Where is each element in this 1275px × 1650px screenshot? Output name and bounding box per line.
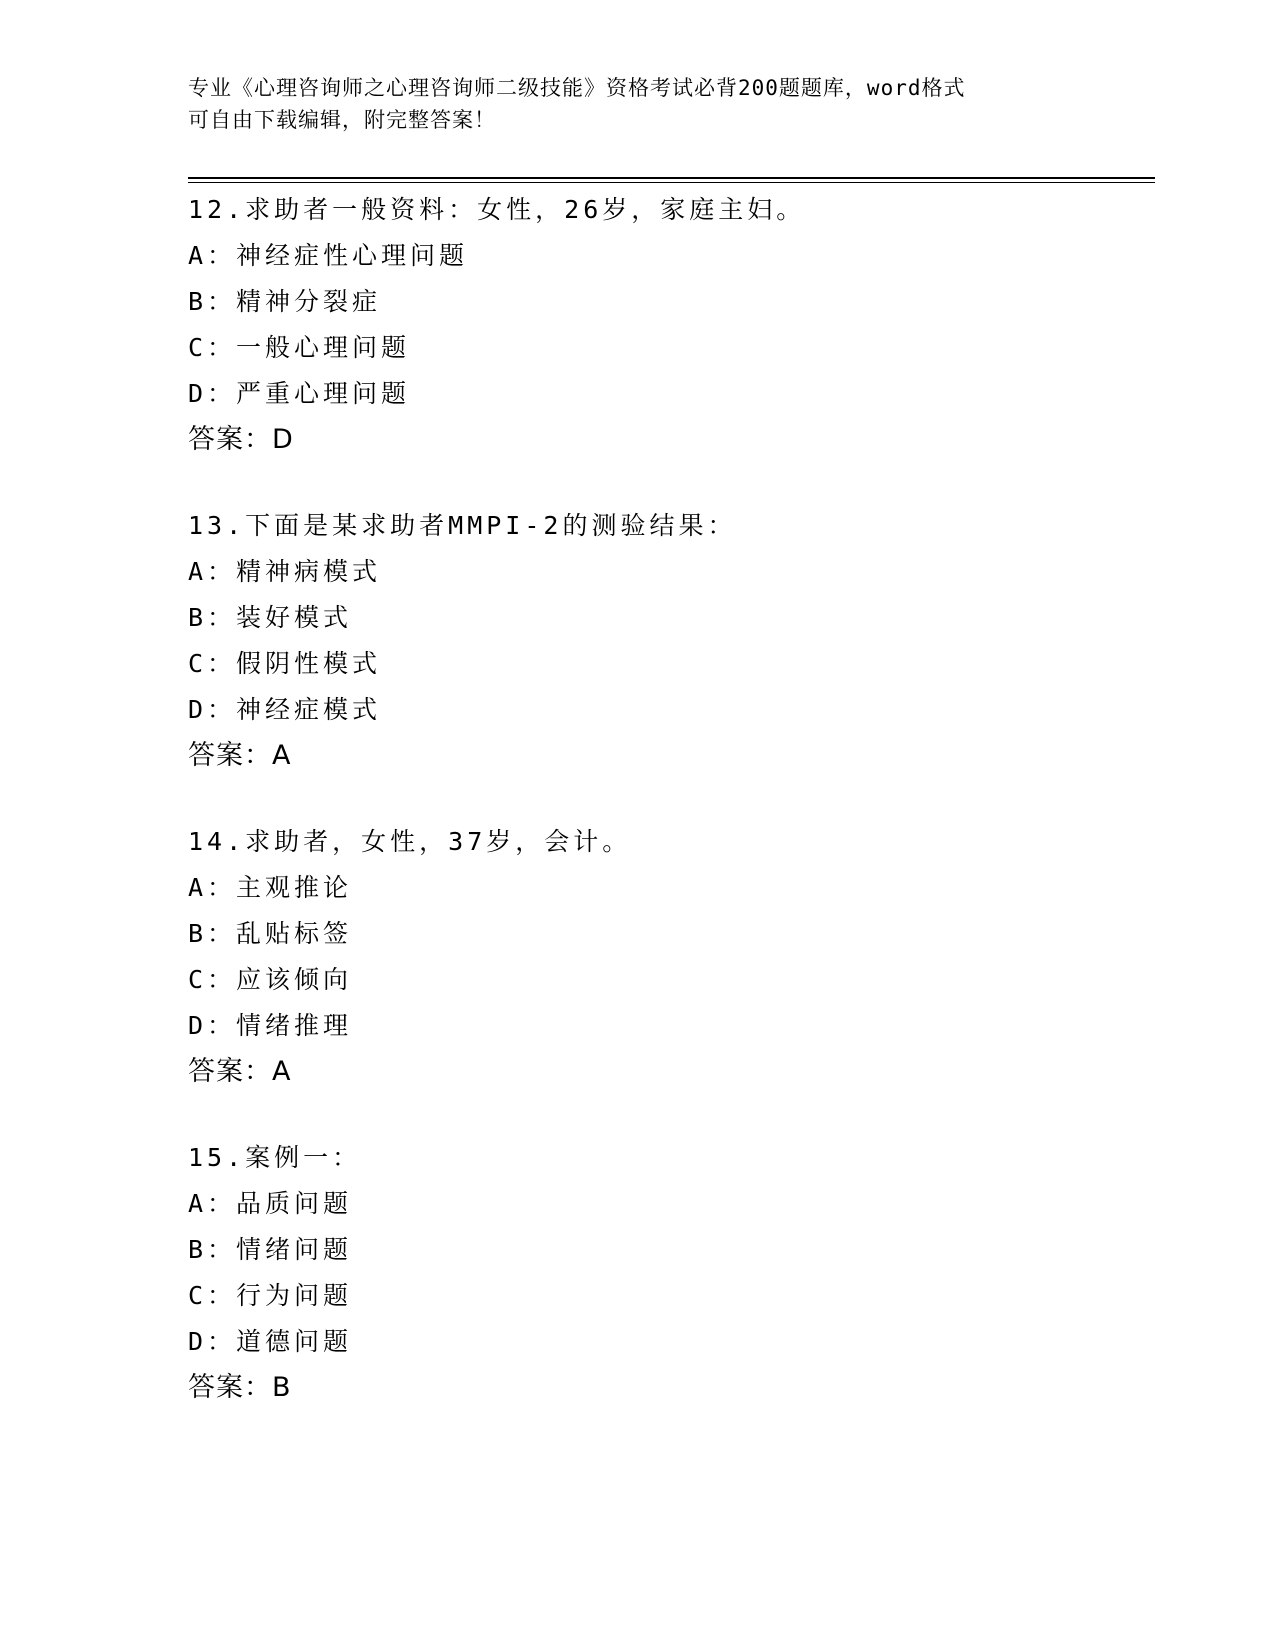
document-header [188, 72, 1068, 136]
option-b: B：精神分裂症 [188, 287, 382, 316]
answer: 答案：A [188, 1056, 292, 1087]
option-b: B：情绪问题 [188, 1235, 353, 1264]
question-title: 14.求助者，女性，37岁，会计。 [188, 827, 632, 856]
option-c: C：应该倾向 [188, 965, 353, 994]
question-13 [188, 503, 1088, 779]
question-14 [188, 819, 1088, 1095]
option-d: D：情绪推理 [188, 1011, 353, 1040]
header-line-2: 可自由下载编辑，附完整答案！ [188, 108, 496, 132]
option-a: A：神经症性心理问题 [188, 241, 469, 270]
option-c: C：假阴性模式 [188, 649, 382, 678]
answer: 答案：D [188, 424, 294, 455]
option-d: D：严重心理问题 [188, 379, 411, 408]
question-12 [188, 187, 1088, 463]
option-c: C：行为问题 [188, 1281, 353, 1310]
question-title: 15.案例一： [188, 1143, 362, 1172]
question-15 [188, 1135, 1088, 1411]
option-b: B：装好模式 [188, 603, 353, 632]
answer: 答案：B [188, 1372, 292, 1403]
option-b: B：乱贴标签 [188, 919, 353, 948]
header-line-1: 专业《心理咨询师之心理咨询师二级技能》资格考试必背200题题库，word格式 [188, 76, 966, 100]
answer: 答案：A [188, 740, 292, 771]
option-a: A：主观推论 [188, 873, 353, 902]
option-c: C：一般心理问题 [188, 333, 411, 362]
option-d: D：神经症模式 [188, 695, 382, 724]
question-title: 13.下面是某求助者MMPI-2的测验结果： [188, 511, 737, 540]
option-a: A：精神病模式 [188, 557, 382, 586]
header-divider [188, 177, 1155, 183]
option-a: A：品质问题 [188, 1189, 353, 1218]
option-d: D：道德问题 [188, 1327, 353, 1356]
question-title: 12.求助者一般资料：女性，26岁，家庭主妇。 [188, 195, 806, 224]
